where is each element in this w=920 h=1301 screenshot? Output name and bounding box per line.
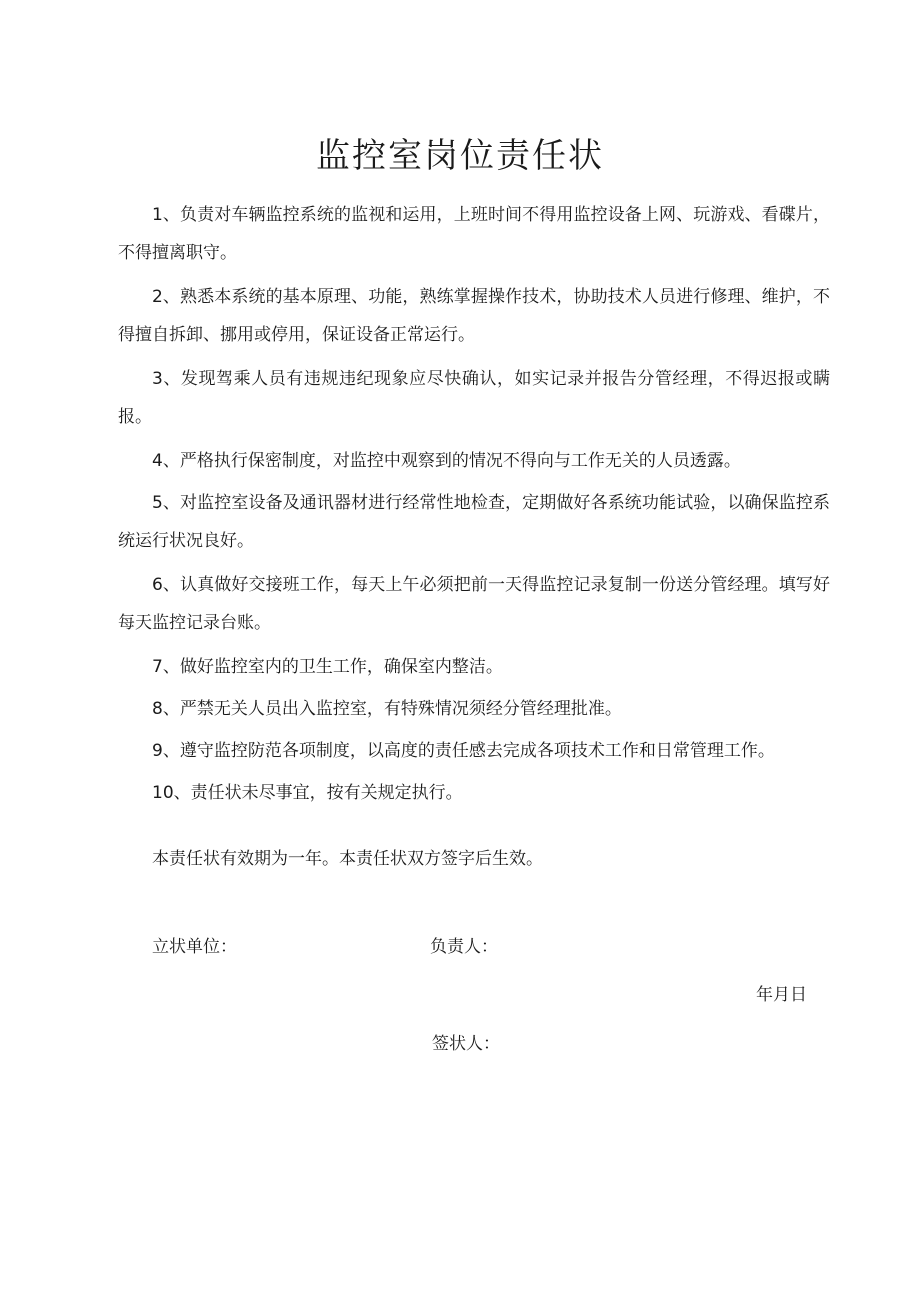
responsible-person-label: 负责人： (430, 937, 498, 957)
signer-label: 签状人： (432, 1034, 500, 1054)
clause-6: 6、认真做好交接班工作，每天上午必须把前一天得监控记录复制一份送分管经理。填写好每天监控记录台账。 (118, 575, 830, 633)
clause-list (118, 196, 830, 816)
clause-8: 8、严禁无关人员出入监控室，有特殊情况须经分管经理批准。 (152, 699, 622, 719)
clause-3: 3、发现驾乘人员有违规违纪现象应尽快确认，如实记录并报告分管经理，不得迟报或瞒报。 (118, 369, 830, 427)
clause-4: 4、严格执行保密制度，对监控中观察到的情况不得向与工作无关的人员透露。 (152, 451, 741, 471)
validity-statement: 本责任状有效期为一年。本责任状双方签字后生效。 (152, 849, 543, 869)
clause-1: 1、负责对车辆监控系统的监视和运用，上班时间不得用监控设备上网、玩游戏、看碟片，不得擅离职守。 (118, 205, 830, 263)
clause-9: 9、遵守监控防范各项制度，以高度的责任感去完成各项技术工作和日常管理工作。 (152, 741, 775, 761)
document-title: 监控室岗位责任状 (316, 136, 604, 176)
date-label: 年月日 (756, 985, 807, 1005)
clause-10: 10、责任状未尽事宜，按有关规定执行。 (152, 783, 463, 803)
clause-2: 2、熟悉本系统的基本原理、功能，熟练掌握操作技术，协助技术人员进行修理、维护，不得擅自拆卸、挪用或停用，保证设备正常运行。 (118, 287, 830, 345)
issuing-unit-label: 立状单位： (152, 937, 237, 957)
clause-7: 7、做好监控室内的卫生工作，确保室内整洁。 (152, 657, 503, 677)
clause-5: 5、对监控室设备及通讯器材进行经常性地检查，定期做好各系统功能试验，以确保监控系统运行状况良好。 (118, 493, 830, 551)
